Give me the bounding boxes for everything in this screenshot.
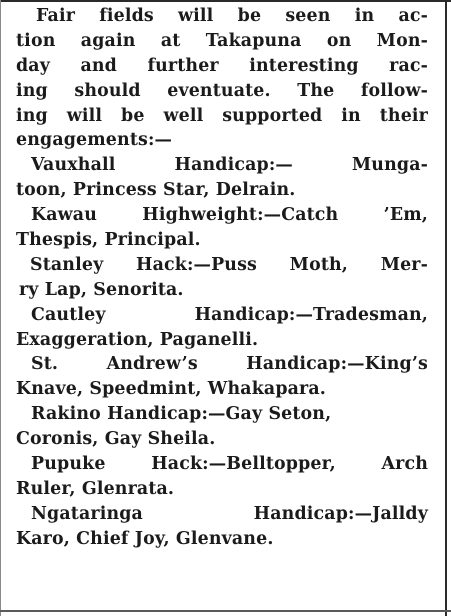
entry-runners: Coronis, Gay Sheila.	[16, 429, 216, 450]
entry-runners: Knave, Speedmint, Whakapara.	[16, 379, 326, 400]
column-rule-left	[0, 0, 1, 616]
entry-heading: Stanley Hack:—Puss Moth, Mer-	[30, 254, 428, 275]
entry-runners: Karo, Chief Joy, Glenvane.	[16, 528, 274, 549]
article-line: Fair fields will be seen in ac-	[36, 6, 428, 26]
article-line: ing will be well supported in their	[16, 105, 428, 126]
article-line: day and further interesting rac-	[16, 55, 428, 76]
entry-heading: St. Andrew’s Handicap:—King’s	[31, 354, 428, 375]
entry-heading: Vauxhall Handicap:— Munga-	[31, 155, 428, 176]
entry-runners: toon, Princess Star, Delrain.	[16, 180, 296, 201]
entry-heading: Kawau Highweight:—Catch ’Em,	[31, 205, 428, 226]
entry-runners: Ruler, Glenrata.	[16, 478, 175, 499]
entry-runners: Exaggeration, Paganelli.	[16, 329, 259, 350]
article-line: engagements:—	[16, 130, 173, 151]
column-rule-top	[0, 0, 451, 2]
column-rule-bottom	[0, 610, 451, 612]
article-line: tion again at Takapuna on Mon-	[16, 30, 428, 51]
column-rule-right	[445, 0, 447, 616]
entry-heading: Cautley Handicap:—Tradesman,	[31, 304, 428, 325]
entry-heading: Rakino Handicap:—Gay Seton,	[31, 404, 332, 425]
entry-heading: Ngataringa Handicap:—Jalldy	[31, 503, 428, 524]
entry-runners: ry Lap, Senorita.	[19, 279, 184, 300]
entry-heading: Pupuke Hack:—Belltopper, Arch	[31, 454, 428, 475]
article-line: ing should eventuate. The follow-	[16, 80, 428, 101]
newspaper-article	[16, 4, 428, 552]
entry-runners: Thespis, Principal.	[16, 230, 201, 251]
